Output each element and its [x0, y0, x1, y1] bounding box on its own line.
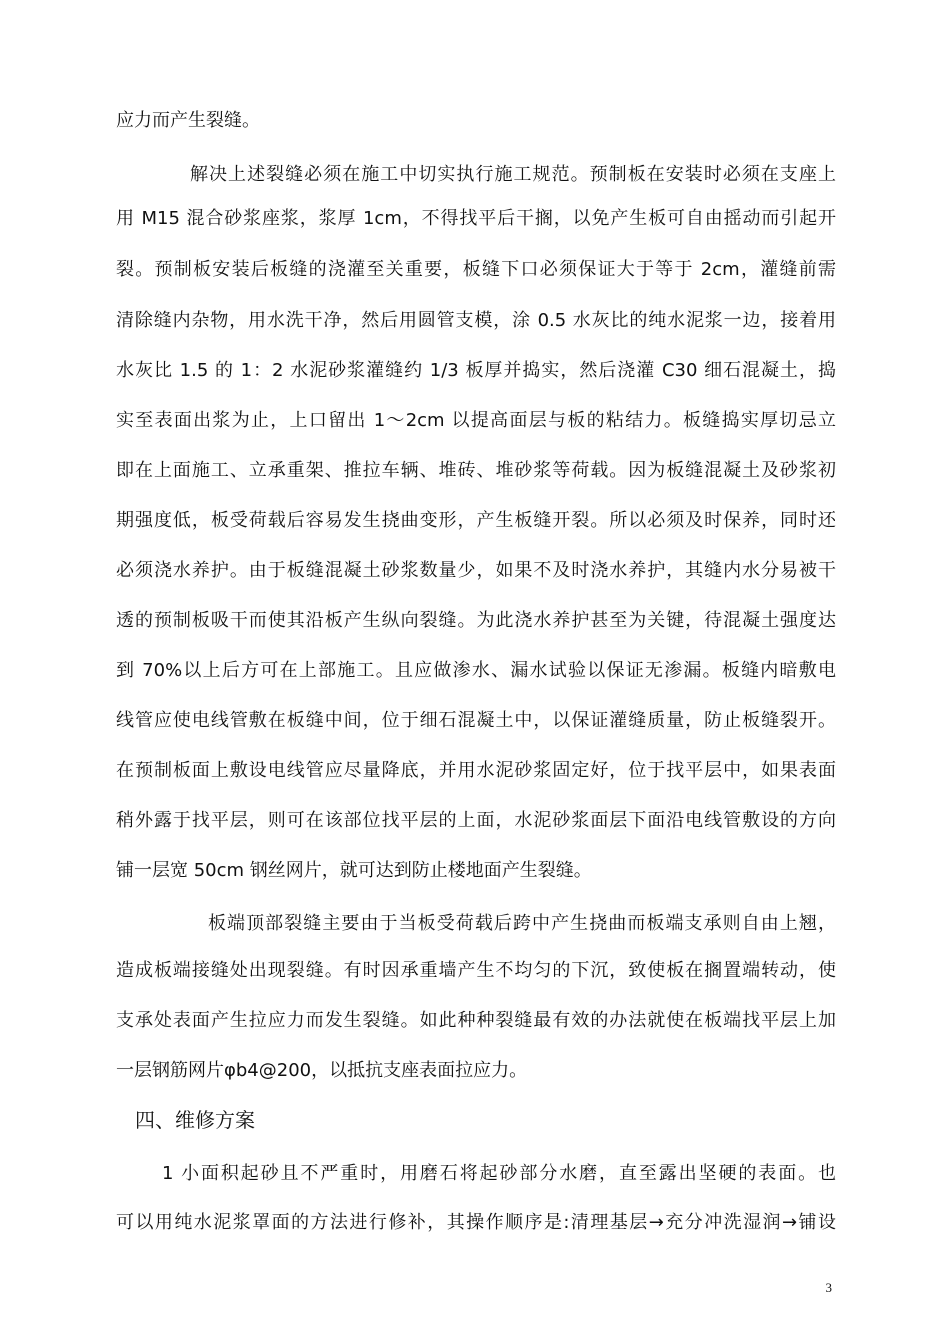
page-number: 3	[825, 1280, 832, 1295]
text-line: 1 小面积起砂且不严重时，用磨石将起砂部分水磨，直至露出坚硬的表面。也	[162, 1163, 836, 1184]
text-line: 清除缝内杂物，用水洗干净，然后用圆管支模，涂 0.5 水灰比的纯水泥浆一边，接着用	[116, 310, 836, 331]
text-line: 即在上面施工、立承重架、推拉车辆、堆砖、堆砂浆等荷载。因为板缝混凝土及砂浆初	[116, 460, 836, 481]
text-line: 支承处表面产生拉应力而发生裂缝。如此种种裂缝最有效的办法就使在板端找平层上加	[116, 1010, 836, 1031]
text-line: 到 70%以上后方可在上部施工。且应做渗水、漏水试验以保证无渗漏。板缝内暗敷电	[116, 660, 836, 681]
text-line: 板端顶部裂缝主要由于当板受荷载后跨中产生挠曲而板端支承则自由上翘，	[208, 913, 836, 934]
text-line: 铺一层宽 50cm 钢丝网片，就可达到防止楼地面产生裂缝。	[116, 860, 592, 881]
text-line: 水灰比 1.5 的 1：2 水泥砂浆灌缝约 1/3 板厚并捣实，然后浇灌 C30 细石混凝土，捣	[116, 360, 836, 381]
text-line: 线管应使电线管敷在板缝中间，位于细石混凝土中，以保证灌缝质量，防止板缝裂开。	[116, 710, 836, 731]
text-line: 应力而产生裂缝。	[116, 110, 260, 131]
section-heading: 四、维修方案	[135, 1108, 255, 1132]
text-line: 在预制板面上敷设电线管应尽量降底，并用水泥砂浆固定好，位于找平层中，如果表面	[116, 760, 836, 781]
text-line: 可以用纯水泥浆罩面的方法进行修补，其操作顺序是:清理基层→充分冲洗湿润→铺设	[116, 1212, 836, 1233]
text-line: 裂。预制板安装后板缝的浇灌至关重要，板缝下口必须保证大于等于 2cm，灌缝前需	[116, 259, 836, 280]
text-line: 必须浇水养护。由于板缝混凝土砂浆数量少，如果不及时浇水养护，其缝内水分易被干	[116, 560, 836, 581]
text-line: 用 M15 混合砂浆座浆，浆厚 1cm，不得找平后干搁，以免产生板可自由摇动而引起开	[116, 208, 836, 229]
text-line: 造成板端接缝处出现裂缝。有时因承重墙产生不均匀的下沉，致使板在搁置端转动，使	[116, 960, 836, 981]
text-line: 实至表面出浆为止，上口留出 1～2cm 以提高面层与板的粘结力。板缝捣实厚切忌立	[116, 410, 836, 431]
text-line: 稍外露于找平层，则可在该部位找平层的上面，水泥砂浆面层下面沿电线管敷设的方向	[116, 810, 836, 831]
text-line: 期强度低，板受荷载后容易发生挠曲变形，产生板缝开裂。所以必须及时保养，同时还	[116, 510, 836, 531]
text-line: 一层钢筋网片φb4@200，以抵抗支座表面拉应力。	[116, 1060, 528, 1081]
text-line: 解决上述裂缝必须在施工中切实执行施工规范。预制板在安装时必须在支座上	[190, 164, 836, 185]
text-line: 透的预制板吸干而使其沿板产生纵向裂缝。为此浇水养护甚至为关键，待混凝土强度达	[116, 610, 836, 631]
